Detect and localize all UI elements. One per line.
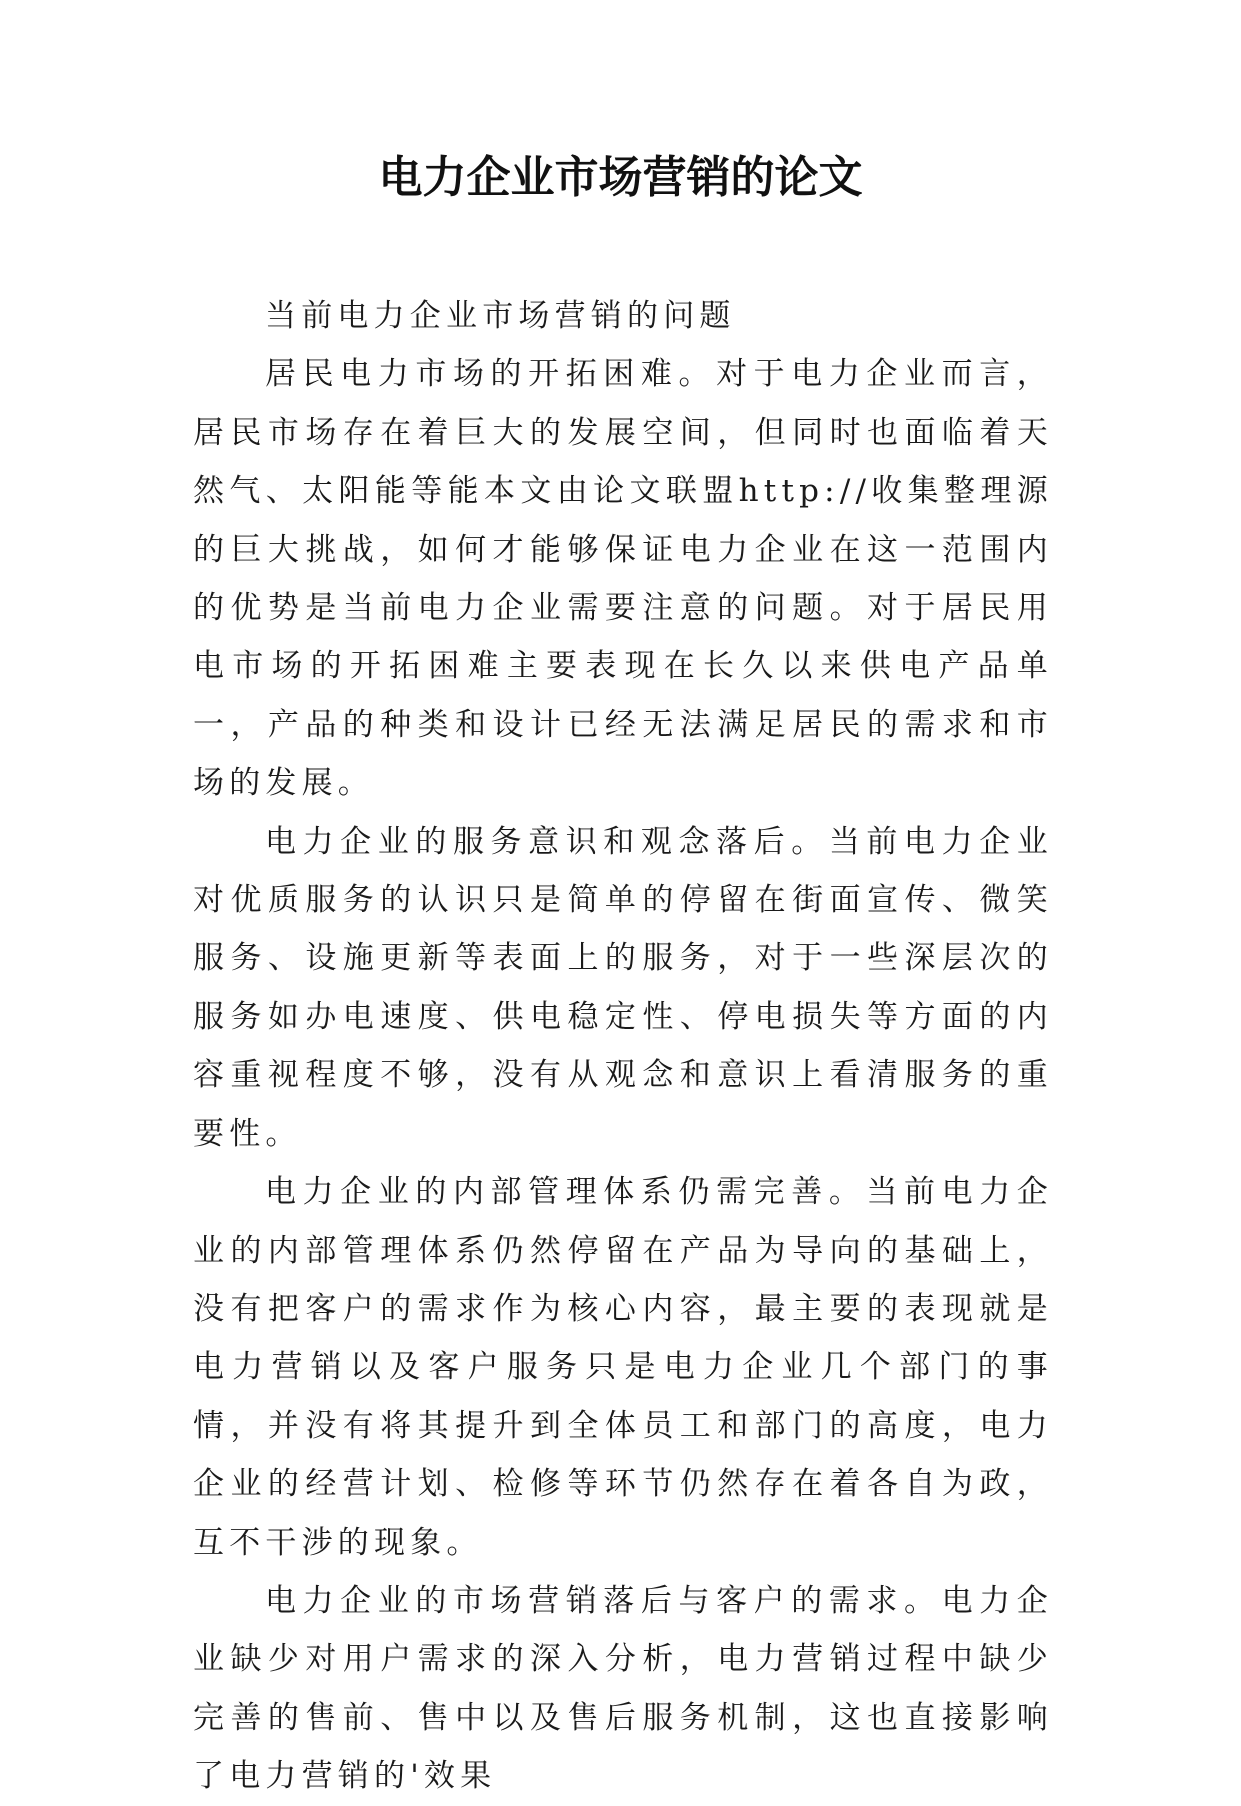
paragraph-service-awareness: 电力企业的服务意识和观念落后。当前电力企业对优质服务的认识只是简单的停留在街面宣传、微笑服务、设施更新等表面上的服务，对于一些深层次的服务如办电速度、供电稳定性、停电损失等方面的内容重视程度不够，没有从观念和意识上看清服务的重要性。 <box>193 823 1053 1152</box>
paragraph-internal-management: 电力企业的内部管理体系仍需完善。当前电力企业的内部管理体系仍然停留在产品为导向的基础上，没有把客户的需求作为核心内容，最主要的表现就是电力营销以及客户服务只是电力企业几个部门的事情，并没有将其提升到全体员工和部门的高度，电力企业的经营计划、检修等环节仍然存在着各自为政，互不干涉的现象。 <box>193 1174 1053 1561</box>
paragraph-residential-market: 居民电力市场的开拓困难。对于电力企业而言，居民市场存在着巨大的发展空间，但同时也面临着天然气、太阳能等能本文由论文联盟http://收集整理源的巨大挑战，如何才能够保证电力企业在这一范围内的优势是当前电力企业需要注意的问题。对于居民用电市场的开拓困难主要表现在长久以来供电产品单一，产品的种类和设计已经无法满足居民的需求和市场的发展。 <box>193 356 1053 802</box>
page-title: 电力企业市场营销的论文 <box>378 152 863 203</box>
section-heading: 当前电力企业市场营销的问题 <box>265 298 736 334</box>
paragraph-marketing-lag: 电力企业的市场营销落后与客户的需求。电力企业缺少对用户需求的深入分析，电力营销过程中缺少完善的售前、售中以及售后服务机制，这也直接影响了电力营销的'效果 <box>193 1582 1053 1795</box>
document-body <box>193 287 1053 1806</box>
